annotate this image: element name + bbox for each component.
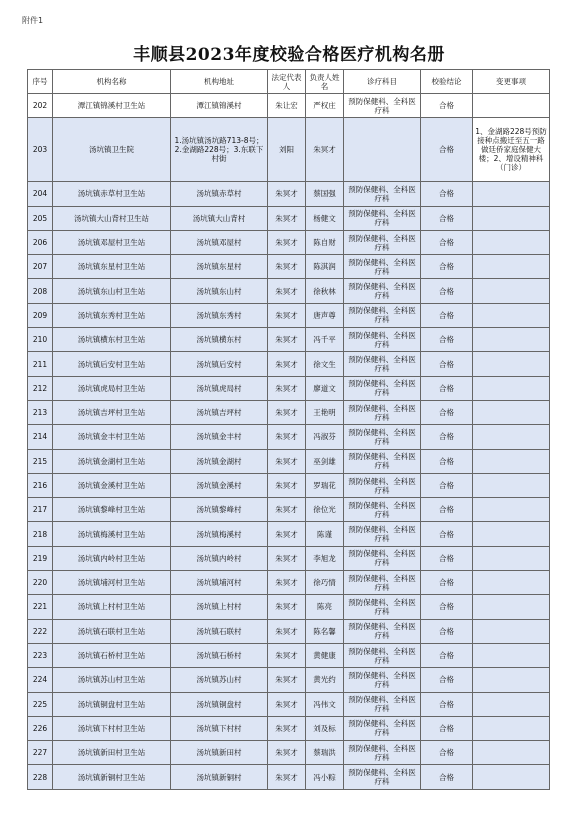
cell-departments: 预防保健科、全科医疗科 bbox=[344, 741, 421, 765]
header-address: 机构地址 bbox=[171, 70, 268, 94]
header-person-in-charge: 负责人姓名 bbox=[306, 70, 344, 94]
cell-address: 汤坑镇新铜村 bbox=[171, 765, 268, 789]
cell-address: 汤坑镇吉坪村 bbox=[171, 400, 268, 424]
cell-result: 合格 bbox=[421, 643, 473, 667]
cell-result: 合格 bbox=[421, 449, 473, 473]
cell-result: 合格 bbox=[421, 376, 473, 400]
table-row bbox=[28, 619, 550, 643]
cell-result: 合格 bbox=[421, 571, 473, 595]
cell-address: 汤坑镇虎局村 bbox=[171, 376, 268, 400]
cell-address: 汤坑镇苏山村 bbox=[171, 668, 268, 692]
cell-person-in-charge: 刘及标 bbox=[306, 716, 344, 740]
cell-legal-rep: 朱冥才 bbox=[268, 473, 306, 497]
cell-result: 合格 bbox=[421, 303, 473, 327]
cell-result: 合格 bbox=[421, 595, 473, 619]
table-row bbox=[28, 352, 550, 376]
cell-changes bbox=[473, 279, 550, 303]
cell-address: 汤坑镇金溪村 bbox=[171, 473, 268, 497]
cell-person-in-charge: 陈自财 bbox=[306, 230, 344, 254]
cell-legal-rep: 朱冥才 bbox=[268, 668, 306, 692]
cell-name: 汤坑镇大山背村卫生站 bbox=[53, 206, 171, 230]
table-row bbox=[28, 716, 550, 740]
cell-seq: 216 bbox=[28, 473, 53, 497]
cell-seq: 224 bbox=[28, 668, 53, 692]
cell-legal-rep: 朱冥才 bbox=[268, 425, 306, 449]
cell-address: 汤坑镇邓屋村 bbox=[171, 230, 268, 254]
cell-address: 汤坑镇横东村 bbox=[171, 328, 268, 352]
cell-name: 汤坑镇东秀村卫生站 bbox=[53, 303, 171, 327]
cell-person-in-charge: 王艳明 bbox=[306, 400, 344, 424]
cell-person-in-charge: 罗瑞花 bbox=[306, 473, 344, 497]
cell-name: 汤坑镇东山村卫生站 bbox=[53, 279, 171, 303]
cell-departments: 预防保健科、全科医疗科 bbox=[344, 522, 421, 546]
table-row bbox=[28, 303, 550, 327]
cell-name: 汤坑镇虎局村卫生站 bbox=[53, 376, 171, 400]
cell-name: 汤坑镇金溪村卫生站 bbox=[53, 473, 171, 497]
cell-departments bbox=[344, 118, 421, 182]
cell-departments: 预防保健科、全科医疗科 bbox=[344, 182, 421, 206]
table-row bbox=[28, 279, 550, 303]
table-row bbox=[28, 118, 550, 182]
cell-changes bbox=[473, 741, 550, 765]
cell-departments: 预防保健科、全科医疗科 bbox=[344, 279, 421, 303]
cell-departments: 预防保健科、全科医疗科 bbox=[344, 449, 421, 473]
table-row bbox=[28, 94, 550, 118]
table-row bbox=[28, 546, 550, 570]
cell-legal-rep: 朱让宏 bbox=[268, 94, 306, 118]
cell-changes bbox=[473, 303, 550, 327]
cell-address: 汤坑镇东星村 bbox=[171, 255, 268, 279]
cell-departments: 预防保健科、全科医疗科 bbox=[344, 668, 421, 692]
cell-seq: 202 bbox=[28, 94, 53, 118]
cell-legal-rep: 朱冥才 bbox=[268, 303, 306, 327]
cell-legal-rep: 朱冥才 bbox=[268, 619, 306, 643]
cell-address: 汤坑镇大山背村 bbox=[171, 206, 268, 230]
cell-departments: 预防保健科、全科医疗科 bbox=[344, 206, 421, 230]
cell-changes bbox=[473, 546, 550, 570]
cell-result: 合格 bbox=[421, 546, 473, 570]
table-header-row bbox=[28, 70, 550, 94]
cell-seq: 215 bbox=[28, 449, 53, 473]
cell-departments: 预防保健科、全科医疗科 bbox=[344, 498, 421, 522]
institution-table bbox=[27, 69, 550, 790]
cell-changes bbox=[473, 449, 550, 473]
cell-name: 汤坑镇石联村卫生站 bbox=[53, 619, 171, 643]
cell-address: 汤坑镇黎峰村 bbox=[171, 498, 268, 522]
cell-changes bbox=[473, 425, 550, 449]
cell-name: 汤坑镇金丰村卫生站 bbox=[53, 425, 171, 449]
cell-legal-rep: 朱冥才 bbox=[268, 522, 306, 546]
cell-seq: 221 bbox=[28, 595, 53, 619]
cell-legal-rep: 朱冥才 bbox=[268, 182, 306, 206]
cell-seq: 212 bbox=[28, 376, 53, 400]
cell-departments: 预防保健科、全科医疗科 bbox=[344, 473, 421, 497]
cell-result: 合格 bbox=[421, 279, 473, 303]
cell-result: 合格 bbox=[421, 206, 473, 230]
cell-departments: 预防保健科、全科医疗科 bbox=[344, 765, 421, 789]
header-legal-rep: 法定代表人 bbox=[268, 70, 306, 94]
cell-name: 汤坑镇东星村卫生站 bbox=[53, 255, 171, 279]
cell-address: 汤坑镇上村村 bbox=[171, 595, 268, 619]
cell-person-in-charge: 巫剑雄 bbox=[306, 449, 344, 473]
cell-name: 汤坑镇卫生院 bbox=[53, 118, 171, 182]
cell-result: 合格 bbox=[421, 716, 473, 740]
cell-departments: 预防保健科、全科医疗科 bbox=[344, 692, 421, 716]
cell-seq: 223 bbox=[28, 643, 53, 667]
cell-seq: 205 bbox=[28, 206, 53, 230]
header-changes: 变更事项 bbox=[473, 70, 550, 94]
cell-legal-rep: 朱冥才 bbox=[268, 595, 306, 619]
cell-changes bbox=[473, 400, 550, 424]
cell-legal-rep: 朱冥才 bbox=[268, 230, 306, 254]
cell-departments: 预防保健科、全科医疗科 bbox=[344, 619, 421, 643]
cell-person-in-charge: 陈淇润 bbox=[306, 255, 344, 279]
cell-result: 合格 bbox=[421, 94, 473, 118]
header-departments: 诊疗科目 bbox=[344, 70, 421, 94]
header-name: 机构名称 bbox=[53, 70, 171, 94]
cell-changes bbox=[473, 182, 550, 206]
table-row bbox=[28, 595, 550, 619]
cell-departments: 预防保健科、全科医疗科 bbox=[344, 425, 421, 449]
cell-departments: 预防保健科、全科医疗科 bbox=[344, 94, 421, 118]
cell-person-in-charge: 陈名馨 bbox=[306, 619, 344, 643]
cell-seq: 204 bbox=[28, 182, 53, 206]
cell-name: 汤坑镇内岭村卫生站 bbox=[53, 546, 171, 570]
cell-changes bbox=[473, 206, 550, 230]
cell-changes bbox=[473, 94, 550, 118]
cell-address: 汤坑镇埔河村 bbox=[171, 571, 268, 595]
cell-result: 合格 bbox=[421, 498, 473, 522]
cell-legal-rep: 朱冥才 bbox=[268, 692, 306, 716]
cell-name: 汤坑镇黎峰村卫生站 bbox=[53, 498, 171, 522]
cell-seq: 211 bbox=[28, 352, 53, 376]
table-row bbox=[28, 182, 550, 206]
cell-result: 合格 bbox=[421, 230, 473, 254]
cell-address: 汤坑镇石桥村 bbox=[171, 643, 268, 667]
cell-person-in-charge: 冯伟文 bbox=[306, 692, 344, 716]
cell-person-in-charge: 冯淑芬 bbox=[306, 425, 344, 449]
table-row bbox=[28, 449, 550, 473]
cell-legal-rep: 朱冥才 bbox=[268, 498, 306, 522]
cell-departments: 预防保健科、全科医疗科 bbox=[344, 643, 421, 667]
cell-seq: 208 bbox=[28, 279, 53, 303]
cell-changes bbox=[473, 255, 550, 279]
table-row bbox=[28, 741, 550, 765]
cell-person-in-charge: 黄光约 bbox=[306, 668, 344, 692]
table-row bbox=[28, 255, 550, 279]
cell-name: 汤坑镇梅溪村卫生站 bbox=[53, 522, 171, 546]
cell-name: 汤坑镇苏山村卫生站 bbox=[53, 668, 171, 692]
cell-changes bbox=[473, 765, 550, 789]
cell-address: 汤坑镇赤草村 bbox=[171, 182, 268, 206]
cell-changes bbox=[473, 692, 550, 716]
cell-person-in-charge: 严权庄 bbox=[306, 94, 344, 118]
table-row bbox=[28, 765, 550, 789]
cell-seq: 210 bbox=[28, 328, 53, 352]
cell-legal-rep: 朱冥才 bbox=[268, 376, 306, 400]
cell-changes bbox=[473, 716, 550, 740]
cell-name: 汤坑镇下村村卫生站 bbox=[53, 716, 171, 740]
cell-seq: 219 bbox=[28, 546, 53, 570]
cell-departments: 预防保健科、全科医疗科 bbox=[344, 571, 421, 595]
cell-seq: 203 bbox=[28, 118, 53, 182]
cell-person-in-charge: 朱冥才 bbox=[306, 118, 344, 182]
cell-person-in-charge: 李旭龙 bbox=[306, 546, 344, 570]
cell-result: 合格 bbox=[421, 255, 473, 279]
cell-legal-rep: 朱冥才 bbox=[268, 741, 306, 765]
cell-person-in-charge: 廖道文 bbox=[306, 376, 344, 400]
cell-departments: 预防保健科、全科医疗科 bbox=[344, 255, 421, 279]
cell-name: 汤坑镇埔河村卫生站 bbox=[53, 571, 171, 595]
cell-seq: 220 bbox=[28, 571, 53, 595]
cell-person-in-charge: 冯千平 bbox=[306, 328, 344, 352]
cell-name: 汤坑镇赤草村卫生站 bbox=[53, 182, 171, 206]
cell-result: 合格 bbox=[421, 328, 473, 352]
cell-result: 合格 bbox=[421, 765, 473, 789]
cell-legal-rep: 朱冥才 bbox=[268, 765, 306, 789]
cell-legal-rep: 朱冥才 bbox=[268, 279, 306, 303]
cell-address: 汤坑镇梅溪村 bbox=[171, 522, 268, 546]
cell-name: 汤坑镇金湖村卫生站 bbox=[53, 449, 171, 473]
cell-result: 合格 bbox=[421, 668, 473, 692]
cell-changes bbox=[473, 473, 550, 497]
cell-departments: 预防保健科、全科医疗科 bbox=[344, 546, 421, 570]
cell-legal-rep: 朱冥才 bbox=[268, 255, 306, 279]
cell-changes bbox=[473, 668, 550, 692]
cell-address: 汤坑镇金丰村 bbox=[171, 425, 268, 449]
table-row bbox=[28, 425, 550, 449]
cell-name: 汤坑镇新田村卫生站 bbox=[53, 741, 171, 765]
cell-person-in-charge: 杨健文 bbox=[306, 206, 344, 230]
cell-person-in-charge: 唐声尊 bbox=[306, 303, 344, 327]
cell-seq: 226 bbox=[28, 716, 53, 740]
table-row bbox=[28, 230, 550, 254]
table-row bbox=[28, 571, 550, 595]
cell-legal-rep: 朱冥才 bbox=[268, 643, 306, 667]
cell-address: 汤坑镇金湖村 bbox=[171, 449, 268, 473]
cell-legal-rep: 朱冥才 bbox=[268, 400, 306, 424]
cell-departments: 预防保健科、全科医疗科 bbox=[344, 716, 421, 740]
cell-legal-rep: 朱冥才 bbox=[268, 571, 306, 595]
header-result: 校验结论 bbox=[421, 70, 473, 94]
cell-address: 潭江镇锦溪村 bbox=[171, 94, 268, 118]
cell-result: 合格 bbox=[421, 425, 473, 449]
table-row bbox=[28, 376, 550, 400]
cell-departments: 预防保健科、全科医疗科 bbox=[344, 352, 421, 376]
cell-changes bbox=[473, 498, 550, 522]
cell-seq: 218 bbox=[28, 522, 53, 546]
cell-name: 汤坑镇横东村卫生站 bbox=[53, 328, 171, 352]
table-row bbox=[28, 498, 550, 522]
cell-name: 潭江镇锦溪村卫生站 bbox=[53, 94, 171, 118]
cell-name: 汤坑镇上村村卫生站 bbox=[53, 595, 171, 619]
cell-changes bbox=[473, 328, 550, 352]
cell-result: 合格 bbox=[421, 400, 473, 424]
cell-departments: 预防保健科、全科医疗科 bbox=[344, 303, 421, 327]
cell-name: 汤坑镇邓屋村卫生站 bbox=[53, 230, 171, 254]
table-row bbox=[28, 328, 550, 352]
cell-result: 合格 bbox=[421, 352, 473, 376]
cell-changes bbox=[473, 230, 550, 254]
cell-person-in-charge: 冯小粽 bbox=[306, 765, 344, 789]
cell-changes bbox=[473, 619, 550, 643]
cell-result: 合格 bbox=[421, 692, 473, 716]
table-row bbox=[28, 400, 550, 424]
cell-person-in-charge: 徐文生 bbox=[306, 352, 344, 376]
cell-seq: 209 bbox=[28, 303, 53, 327]
cell-seq: 206 bbox=[28, 230, 53, 254]
cell-changes bbox=[473, 643, 550, 667]
cell-result: 合格 bbox=[421, 741, 473, 765]
cell-departments: 预防保健科、全科医疗科 bbox=[344, 328, 421, 352]
table-row bbox=[28, 643, 550, 667]
cell-changes bbox=[473, 595, 550, 619]
table-row bbox=[28, 206, 550, 230]
cell-result: 合格 bbox=[421, 619, 473, 643]
cell-result: 合格 bbox=[421, 182, 473, 206]
cell-address: 汤坑镇新田村 bbox=[171, 741, 268, 765]
cell-person-in-charge: 徐秋林 bbox=[306, 279, 344, 303]
table-row bbox=[28, 473, 550, 497]
cell-result: 合格 bbox=[421, 522, 473, 546]
cell-seq: 222 bbox=[28, 619, 53, 643]
cell-result: 合格 bbox=[421, 118, 473, 182]
cell-address: 1.汤坑镇汤坑路713-8号；2.金湖路228号；3.东联下村街 bbox=[171, 118, 268, 182]
cell-address: 汤坑镇内岭村 bbox=[171, 546, 268, 570]
cell-legal-rep: 刘阳 bbox=[268, 118, 306, 182]
attachment-label: 附件1 bbox=[22, 16, 44, 25]
cell-changes bbox=[473, 571, 550, 595]
cell-changes bbox=[473, 376, 550, 400]
cell-legal-rep: 朱冥才 bbox=[268, 716, 306, 740]
cell-result: 合格 bbox=[421, 473, 473, 497]
cell-legal-rep: 朱冥才 bbox=[268, 206, 306, 230]
cell-departments: 预防保健科、全科医疗科 bbox=[344, 400, 421, 424]
cell-seq: 214 bbox=[28, 425, 53, 449]
cell-address: 汤坑镇石联村 bbox=[171, 619, 268, 643]
cell-legal-rep: 朱冥才 bbox=[268, 328, 306, 352]
cell-departments: 预防保健科、全科医疗科 bbox=[344, 376, 421, 400]
cell-person-in-charge: 徐位光 bbox=[306, 498, 344, 522]
cell-changes: 1、金湖路228号预防接种点搬迁至五一路做廷侨家庭保健大楼；2、增设精神科（门诊） bbox=[473, 118, 550, 182]
cell-name: 汤坑镇吉坪村卫生站 bbox=[53, 400, 171, 424]
cell-seq: 207 bbox=[28, 255, 53, 279]
page-title: 丰顺县2023年度校验合格医疗机构名册 bbox=[133, 45, 445, 65]
cell-changes bbox=[473, 522, 550, 546]
cell-legal-rep: 朱冥才 bbox=[268, 546, 306, 570]
cell-name: 汤坑镇后安村卫生站 bbox=[53, 352, 171, 376]
cell-seq: 227 bbox=[28, 741, 53, 765]
table-row bbox=[28, 668, 550, 692]
cell-seq: 225 bbox=[28, 692, 53, 716]
cell-address: 汤坑镇东山村 bbox=[171, 279, 268, 303]
cell-person-in-charge: 蔡国强 bbox=[306, 182, 344, 206]
cell-legal-rep: 朱冥才 bbox=[268, 449, 306, 473]
cell-legal-rep: 朱冥才 bbox=[268, 352, 306, 376]
cell-seq: 217 bbox=[28, 498, 53, 522]
cell-address: 汤坑镇东秀村 bbox=[171, 303, 268, 327]
cell-person-in-charge: 徐巧情 bbox=[306, 571, 344, 595]
cell-name: 汤坑镇石桥村卫生站 bbox=[53, 643, 171, 667]
table-row bbox=[28, 692, 550, 716]
cell-name: 汤坑镇新铜村卫生站 bbox=[53, 765, 171, 789]
cell-seq: 213 bbox=[28, 400, 53, 424]
cell-departments: 预防保健科、全科医疗科 bbox=[344, 230, 421, 254]
cell-seq: 228 bbox=[28, 765, 53, 789]
table-row bbox=[28, 522, 550, 546]
cell-name: 汤坑镇铜盘村卫生站 bbox=[53, 692, 171, 716]
cell-address: 汤坑镇后安村 bbox=[171, 352, 268, 376]
cell-address: 汤坑镇铜盘村 bbox=[171, 692, 268, 716]
header-seq: 序号 bbox=[28, 70, 53, 94]
cell-address: 汤坑镇下村村 bbox=[171, 716, 268, 740]
cell-person-in-charge: 陈亮 bbox=[306, 595, 344, 619]
cell-departments: 预防保健科、全科医疗科 bbox=[344, 595, 421, 619]
cell-person-in-charge: 蔡瑞洪 bbox=[306, 741, 344, 765]
cell-person-in-charge: 黄健康 bbox=[306, 643, 344, 667]
cell-person-in-charge: 陈谨 bbox=[306, 522, 344, 546]
cell-changes bbox=[473, 352, 550, 376]
